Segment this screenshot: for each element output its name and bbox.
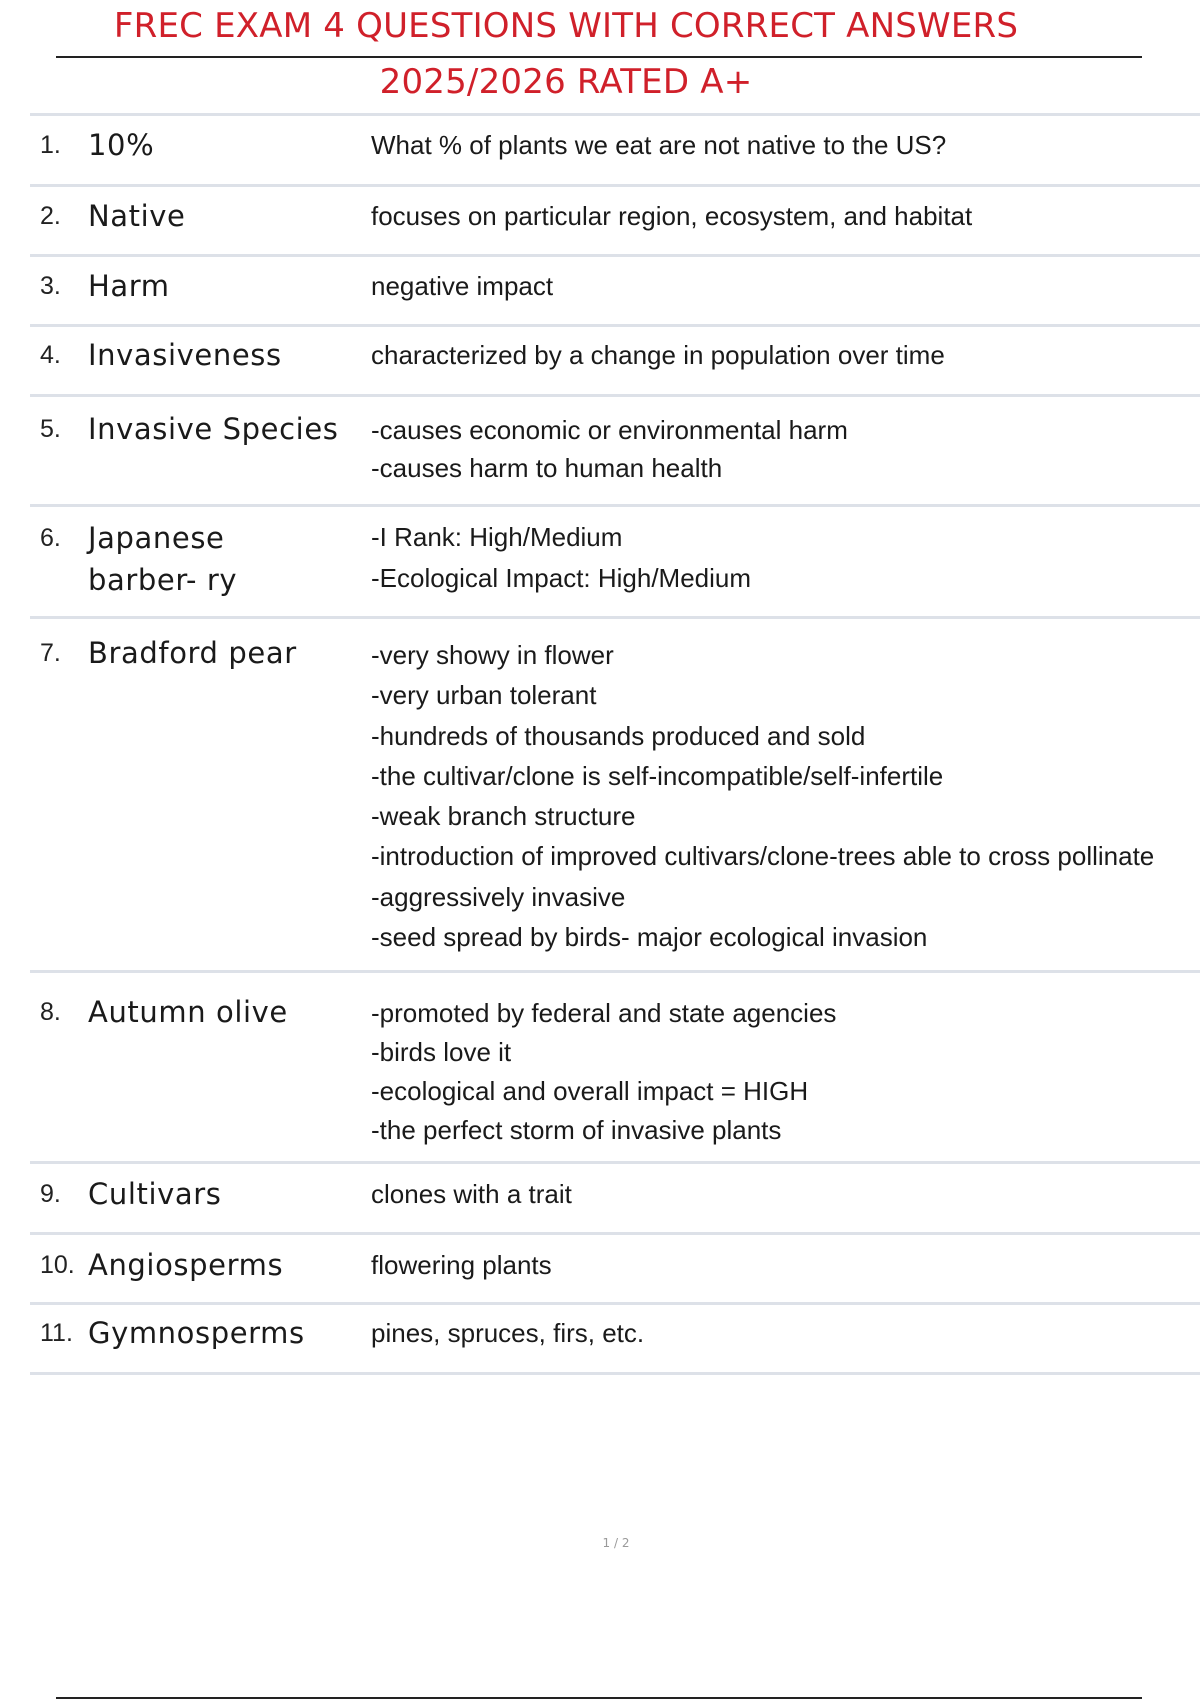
definition-line: -very showy in flower <box>371 640 614 670</box>
item-number: 10. <box>40 1251 75 1279</box>
document-title-line-1: FREC EXAM 4 QUESTIONS WITH CORRECT ANSWERS <box>113 6 1019 46</box>
definition-line: -seed spread by birds- major ecological invasion <box>371 922 928 953</box>
item-definition <box>371 517 1200 599</box>
definition-line: -causes economic or environmental harm <box>371 415 848 445</box>
item-definition <box>371 198 1200 234</box>
item-term: Bradford pear <box>88 636 297 670</box>
item-term: Cultivars <box>88 1177 222 1211</box>
definition-line: -birds love it <box>371 1037 512 1067</box>
document-title-line-2: 2025/2026 RATED A+ <box>379 62 753 102</box>
item-definition <box>371 994 1200 1150</box>
qa-row <box>30 973 1200 1164</box>
qa-row <box>30 397 1200 507</box>
item-term: Invasiveness <box>88 338 282 372</box>
item-number: 1. <box>40 131 61 159</box>
definition-line: negative impact <box>371 271 554 301</box>
definition-line: -I Rank: High/Medium <box>371 522 623 552</box>
item-number: 6. <box>40 524 61 552</box>
qa-row <box>30 187 1200 257</box>
item-term: Invasive Species <box>88 412 339 446</box>
qa-row <box>30 507 1200 619</box>
qa-row <box>30 1305 1200 1375</box>
definition-line: -ecological and overall impact = HIGH <box>371 1076 809 1106</box>
item-definition <box>371 635 1200 957</box>
qa-table <box>30 113 1200 1375</box>
definition-line: pines, spruces, firs, etc. <box>371 1318 645 1348</box>
definition-line: characterized by a change in population over time <box>371 340 945 370</box>
qa-row <box>30 257 1200 327</box>
item-definition <box>371 1315 1200 1351</box>
item-number: 8. <box>40 998 61 1026</box>
qa-row <box>30 1235 1200 1305</box>
item-term: Harm <box>88 269 170 303</box>
item-term: Japanese barber- ry <box>88 521 238 597</box>
definition-line: -promoted by federal and state agencies <box>371 998 837 1028</box>
definition-line: What % of plants we eat are not native to the US? <box>371 130 947 160</box>
item-term: Native <box>88 199 186 233</box>
item-term: Autumn olive <box>88 995 288 1029</box>
qa-row <box>30 116 1200 187</box>
definition-line: flowering plants <box>371 1250 552 1280</box>
title-divider <box>56 56 1142 58</box>
item-definition <box>371 1247 1200 1283</box>
page-indicator: 1 / 2 <box>602 1536 630 1550</box>
item-term: Gymnosperms <box>88 1316 305 1350</box>
definition-line: -introduction of improved cultivars/clone-trees able to cross pollinate <box>371 841 1155 872</box>
definition-line: -aggressively invasive <box>371 881 626 912</box>
qa-row <box>30 327 1200 397</box>
item-definition <box>371 1176 1200 1212</box>
definition-line: -causes harm to human health <box>371 453 723 483</box>
item-term: Angiosperms <box>88 1248 284 1282</box>
item-number: 7. <box>40 639 61 667</box>
qa-row <box>30 1164 1200 1235</box>
item-definition <box>371 411 1200 487</box>
definition-line: -Ecological Impact: High/Medium <box>371 563 752 593</box>
bottom-divider <box>56 1697 1142 1699</box>
item-definition <box>371 337 1200 373</box>
item-definition <box>371 127 1200 163</box>
item-number: 3. <box>40 272 61 300</box>
definition-line: -the perfect storm of invasive plants <box>371 1115 782 1145</box>
item-number: 2. <box>40 202 61 230</box>
definition-line: focuses on particular region, ecosystem, and habitat <box>371 201 973 231</box>
qa-row <box>30 619 1200 973</box>
item-number: 11. <box>40 1319 73 1347</box>
item-number: 4. <box>40 341 61 369</box>
definition-line: clones with a trait <box>371 1179 572 1209</box>
item-term: 10% <box>88 128 155 162</box>
definition-line: -weak branch structure <box>371 801 636 832</box>
definition-line: -very urban tolerant <box>371 680 597 711</box>
item-number: 5. <box>40 415 61 443</box>
definition-line: -the cultivar/clone is self-incompatible/self-infertile <box>371 760 944 791</box>
item-number: 9. <box>40 1180 61 1208</box>
item-definition <box>371 268 1200 304</box>
definition-line: -hundreds of thousands produced and sold <box>371 720 866 751</box>
